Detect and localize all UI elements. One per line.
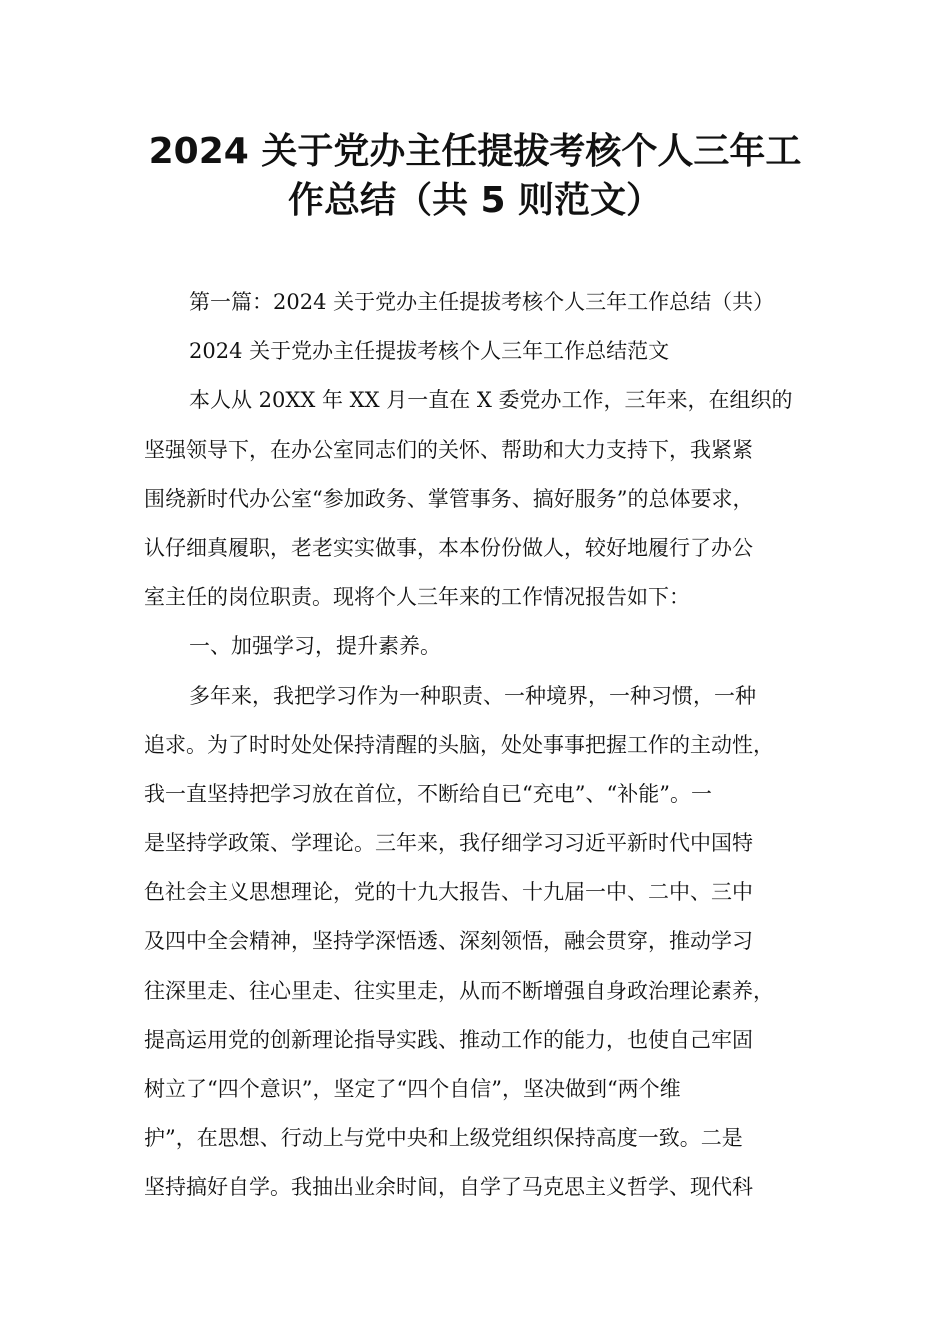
paragraph-line: 往深里走、往心里走、往实里走，从而不断增强自身政治理论素养， <box>144 978 774 1003</box>
paragraph-line: 提高运用党的创新理论指导实践、推动工作的能力，也使自己牢固 <box>144 1027 753 1052</box>
paragraph-line: 第一篇：2024 关于党办主任提拔考核个人三年工作总结（共） <box>189 290 775 314</box>
paragraph-line: 多年来，我把学习作为一种职责、一种境界，一种习惯，一种 <box>189 683 756 708</box>
paragraph-line: 坚持搞好自学。我抽出业余时间，自学了马克思主义哲学、现代科 <box>144 1175 753 1200</box>
document-title-line-2: 作总结（共 5 则范文） <box>287 180 663 221</box>
paragraph-line: 及四中全会精神，坚持学深悟透、深刻领悟，融会贯穿，推动学习 <box>144 929 753 954</box>
paragraph-line: 本人从 20XX 年 XX 月一直在 X 委党办工作，三年来，在组织的 <box>189 388 793 413</box>
section-heading: 一、加强学习，提升素养。 <box>189 634 441 659</box>
paragraph-line: 我一直坚持把学习放在首位，不断给自已“充电”、“补能”。一 <box>144 781 712 806</box>
document-title-line-1: 2024 关于党办主任提拔考核个人三年工 <box>148 131 802 172</box>
paragraph-line: 认仔细真履职，老老实实做事，本本份份做人，较好地履行了办公 <box>144 535 753 560</box>
paragraph-line: 围绕新时代办公室“参加政务、掌管事务、搞好服务”的总体要求， <box>144 486 754 511</box>
paragraph-line: 是坚持学政策、学理论。三年来，我仔细学习习近平新时代中国特 <box>144 831 753 856</box>
paragraph-line: 护”，在思想、行动上与党中央和上级党组织保持高度一致。二是 <box>144 1126 743 1151</box>
paragraph-line: 追求。为了时时处处保持清醒的头脑，处处事事把握工作的主动性， <box>144 732 774 757</box>
document-body <box>144 278 844 1213</box>
paragraph-line: 室主任的岗位职责。现将个人三年来的工作情况报告如下： <box>144 585 690 610</box>
paragraph-line: 树立了“四个意识”，坚定了“四个自信”，坚决做到“两个维 <box>144 1077 681 1101</box>
paragraph-line: 坚强领导下，在办公室同志们的关怀、帮助和大力支持下，我紧紧 <box>144 437 753 462</box>
paragraph-line: 色社会主义思想理论，党的十九大报告、十九届一中、二中、三中 <box>144 880 753 905</box>
paragraph-line: 2024 关于党办主任提拔考核个人三年工作总结范文 <box>189 339 670 364</box>
